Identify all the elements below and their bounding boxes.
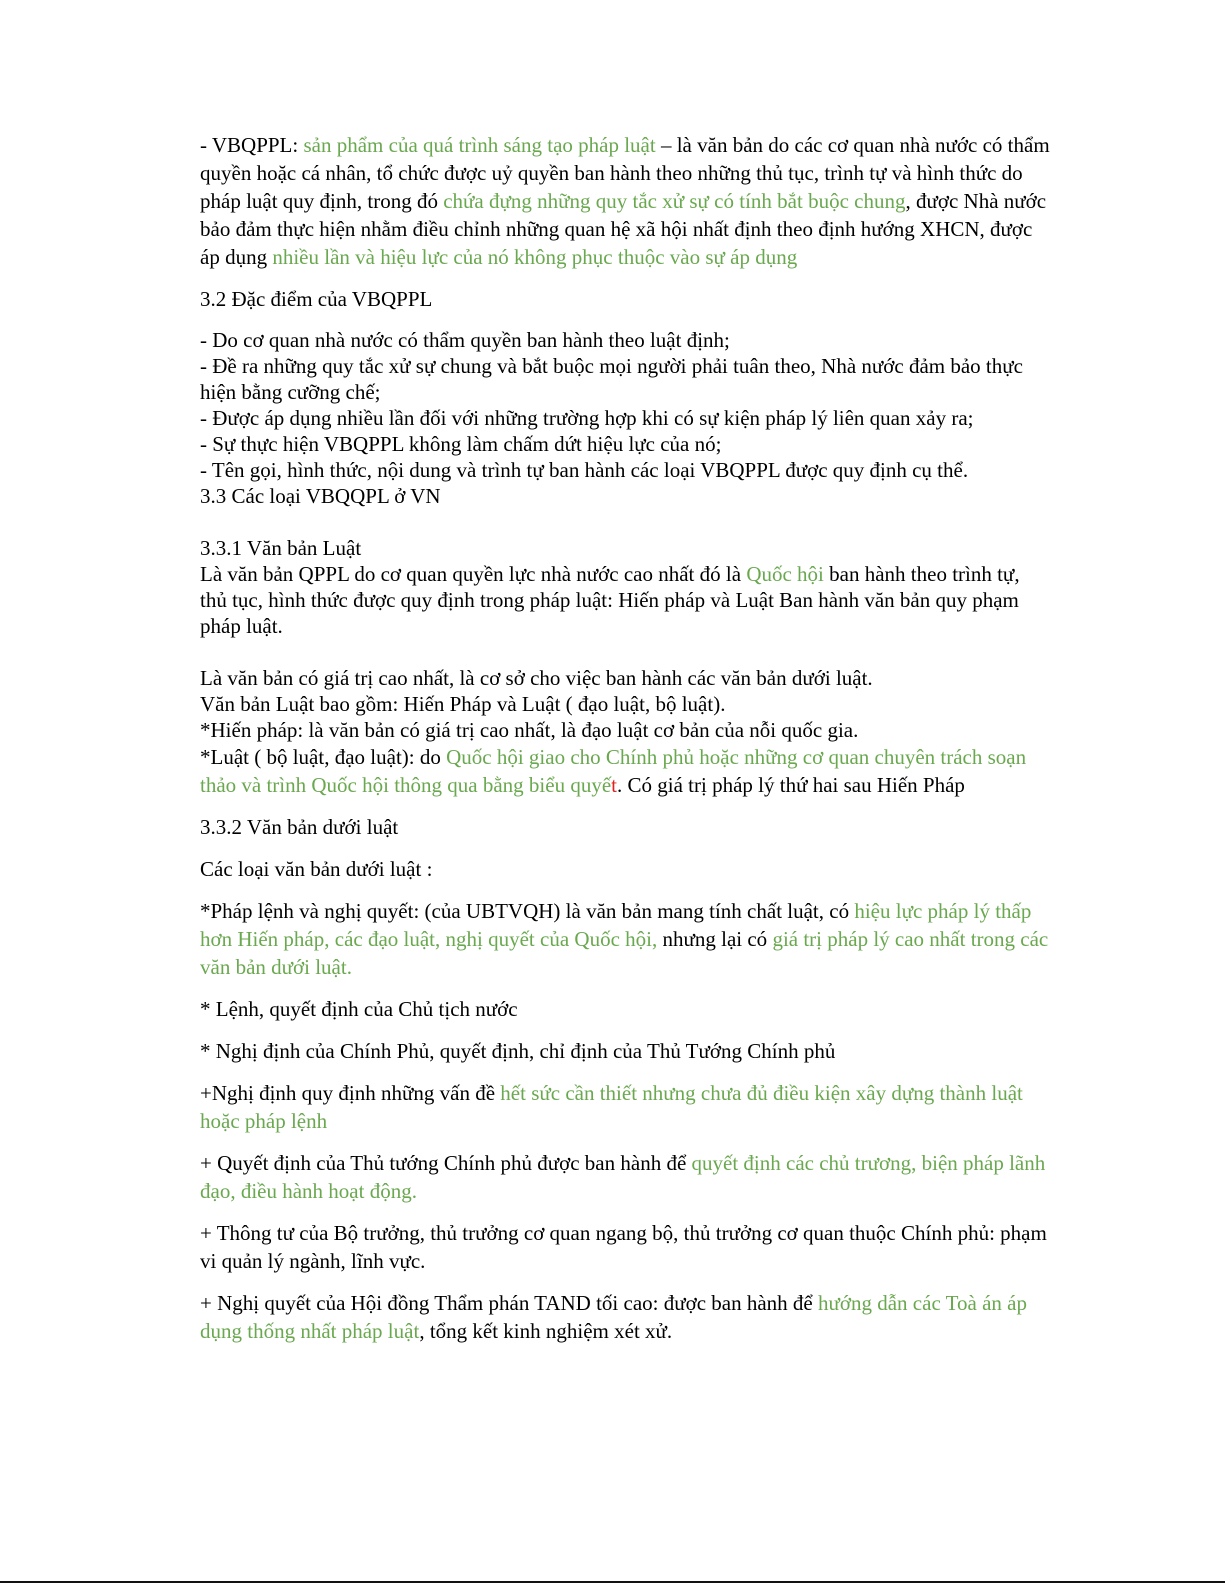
law-line: *Hiến pháp: là văn bản có giá trị cao nhất, là đạo luật cơ bản của nỗi quốc gia. xyxy=(200,718,859,742)
page-bottom-divider xyxy=(0,1581,1225,1583)
features-list xyxy=(200,327,1050,743)
nghi-quyet-detail: + Nghị quyết của Hội đồng Thẩm phán TAND tối cao: được ban hành để hướng dẫn các Toà án áp dụng thống nhất pháp luật, tổng kết kinh nghiệm xét xử. xyxy=(200,1291,1027,1343)
heading-3-2: 3.2 Đặc điểm của VBQPPL xyxy=(200,287,433,311)
law-line: Là văn bản có giá trị cao nhất, là cơ sở cho việc ban hành các văn bản dưới luật. xyxy=(200,666,873,690)
nghi-dinh-item: * Nghị định của Chính Phủ, quyết định, chỉ định của Thủ Tướng Chính phủ xyxy=(200,1039,836,1063)
phap-lenh-paragraph: *Pháp lệnh và nghị quyết: (của UBTVQH) là văn bản mang tính chất luật, có hiệu lực pháp lý thấp hơn Hiến pháp, các đạo luật, nghị quyết của Quốc hội, nhưng lại có giá trị pháp lý cao nhất trong các văn bản dưới luật. xyxy=(200,899,1049,979)
feature-item: - Được áp dụng nhiều lần đối với những trường hợp khi có sự kiện pháp lý liên quan xảy ra; xyxy=(200,406,974,430)
heading-3-3-2: 3.3.2 Văn bản dưới luật xyxy=(200,815,399,839)
feature-item: - Sự thực hiện VBQPPL không làm chấm dứt hiệu lực của nó; xyxy=(200,432,722,456)
nghi-dinh-detail: +Nghị định quy định những vấn đề hết sức cần thiết nhưng chưa đủ điều kiện xây dựng thành luật hoặc pháp lệnh xyxy=(200,1081,1023,1133)
quyet-dinh-detail: + Quyết định của Thủ tướng Chính phủ được ban hành để quyết định các chủ trương, biện pháp lãnh đạo, điều hành hoạt động. xyxy=(200,1151,1046,1203)
definition-paragraph: - VBQPPL: sản phẩm của quá trình sáng tạo pháp luật – là văn bản do các cơ quan nhà nước có thẩm quyền hoặc cá nhân, tổ chức được uỷ quyền ban hành theo những thủ tục, trình tự và hình thức do pháp luật quy định, trong đó chứa đựng những quy tắc xử sự có tính bắt buộc chung, được Nhà nước bảo đảm thực hiện nhằm điều chỉnh những quan hệ xã hội nhất định theo định hướng XHCN, được áp dụng nhiều lần và hiệu lực của nó không phục thuộc vào sự áp dụng xyxy=(200,133,1050,269)
lenh-item: * Lệnh, quyết định của Chủ tịch nước xyxy=(200,997,518,1021)
heading-3-3-1: 3.3.1 Văn bản Luật xyxy=(200,536,362,560)
document-page xyxy=(200,131,1050,1345)
feature-item: - Tên gọi, hình thức, nội dung và trình tự ban hành các loại VBQPPL được quy định cụ thể. xyxy=(200,458,969,482)
thong-tu-detail: + Thông tư của Bộ trưởng, thủ trưởng cơ quan ngang bộ, thủ trưởng cơ quan thuộc Chính phủ: phạm vi quản lý ngành, lĩnh vực. xyxy=(200,1221,1047,1273)
feature-item: - Đề ra những quy tắc xử sự chung và bắt buộc mọi người phải tuân theo, Nhà nước đảm bảo thực hiện bằng cưỡng chế; xyxy=(200,354,1023,404)
luat-paragraph: *Luật ( bộ luật, đạo luật): do Quốc hội giao cho Chính phủ hoặc những cơ quan chuyên trách soạn thảo và trình Quốc hội thông qua bằng biểu quyết. Có giá trị pháp lý thứ hai sau Hiến Pháp xyxy=(200,745,1027,797)
feature-item: - Do cơ quan nhà nước có thẩm quyền ban hành theo luật định; xyxy=(200,328,730,352)
law-line: Văn bản Luật bao gồm: Hiến Pháp và Luật ( đạo luật, bộ luật). xyxy=(200,692,726,716)
heading-3-3: 3.3 Các loại VBQQPL ở VN xyxy=(200,484,441,508)
law-definition: Là văn bản QPPL do cơ quan quyền lực nhà nước cao nhất đó là Quốc hội ban hành theo trình tự, thủ tục, hình thức được quy định trong pháp luật: Hiến pháp và Luật Ban hành văn bản quy phạm pháp luật. xyxy=(200,562,1020,638)
sub-law-intro: Các loại văn bản dưới luật : xyxy=(200,857,433,881)
